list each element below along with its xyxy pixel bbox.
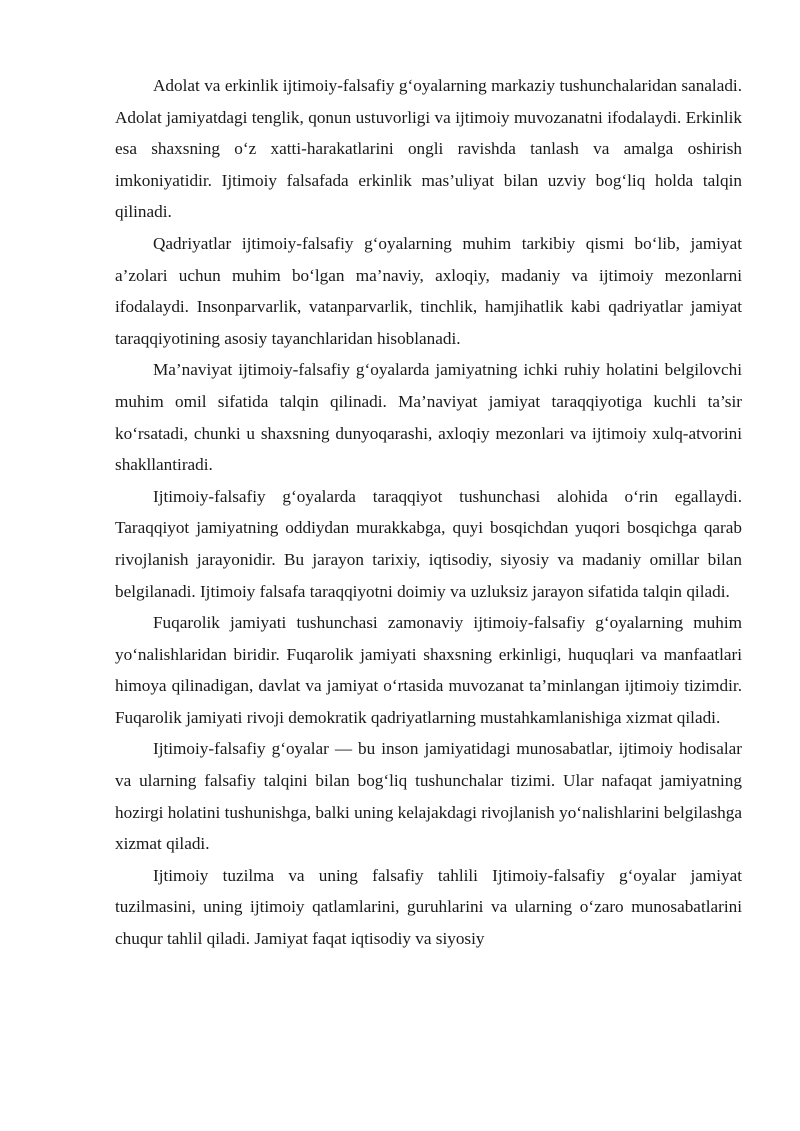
paragraph-civil-society: Fuqarolik jamiyati tushunchasi zamonaviy ijtimoiy-falsafiy g‘oyalarning muhim yo‘nalishlaridan biridir. Fuqarolik jamiyati shaxsning erkinligi, huquqlari va manfaatlari himoya qilinadigan, davlat va jamiyat o‘rtasida muvozanat ta’minlangan ijtimoiy tizimdir. Fuqarolik jamiyati rivoji demokratik qadriyatlarning mustahkamlanishiga xizmat qiladi. [115,613,742,727]
paragraph-spirituality: Ma’naviyat ijtimoiy-falsafiy g‘oyalarda jamiyatning ichki ruhiy holatini belgilovchi muhim omil sifatida talqin qilinadi. Ma’naviyat jamiyat taraqqiyotiga kuchli ta’sir ko‘rsatadi, chunki u shaxsning dunyoqarashi, axloqiy mezonlari va ijtimoiy xulq-atvorini shakllantiradi. [115,360,742,475]
paragraph-social-philosophical-ideas: Ijtimoiy-falsafiy g‘oyalar — bu inson jamiyatidagi munosabatlar, ijtimoiy hodisalar va ularning falsafiy talqini bilan bog‘liq tushunchalar tizimi. Ular nafaqat jamiyatning hozirgi holatini tushunishga, balki uning kelajakdagi rivojlanish yo‘nalishlarini belgilashga xizmat qiladi. [115,739,742,854]
document-page [115,70,742,955]
paragraph-social-structure: Ijtimoiy tuzilma va uning falsafiy tahlili Ijtimoiy-falsafiy g‘oyalar jamiyat tuzilmasini, uning ijtimoiy qatlamlarini, guruhlarini va ularning o‘zaro munosabatlarini chuqur tahlil qiladi. Jamiyat faqat iqtisodiy va siyosiy [115,865,742,949]
paragraph-progress: Ijtimoiy-falsafiy g‘oyalarda taraqqiyot tushunchasi alohida o‘rin egallaydi. Taraqqiyot jamiyatning oddiydan murakkabga, quyi bosqichdan yuqori bosqichga qarab rivojlanish jarayonidir. Bu jarayon tarixiy, iqtisodiy, siyosiy va madaniy omillar bilan belgilanadi. Ijtimoiy falsafa taraqqiyotni doimiy va uzluksiz jarayon sifatida talqin qiladi. [115,486,742,601]
paragraph-justice-freedom: Adolat va erkinlik ijtimoiy-falsafiy g‘oyalarning markaziy tushunchalaridan sanaladi. Adolat jamiyatdagi tenglik, qonun ustuvorligi va ijtimoiy muvozanatni ifodalaydi. Erkinlik esa shaxsning o‘z xatti-harakatlarini ongli ravishda tanlash va amalga oshirish imkoniyatidir. Ijtimoiy falsafada erkinlik mas’uliyat bilan uzviy bog‘liq holda talqin qilinadi. [115,76,742,222]
paragraph-values: Qadriyatlar ijtimoiy-falsafiy g‘oyalarning muhim tarkibiy qismi bo‘lib, jamiyat a’zolari uchun muhim bo‘lgan ma’naviy, axloqiy, madaniy va ijtimoiy mezonlarni ifodalaydi. Insonparvarlik, vatanparvarlik, tinchlik, hamjihatlik kabi qadriyatlar jamiyat taraqqiyotining asosiy tayanchlaridan hisoblanadi. [115,233,742,348]
